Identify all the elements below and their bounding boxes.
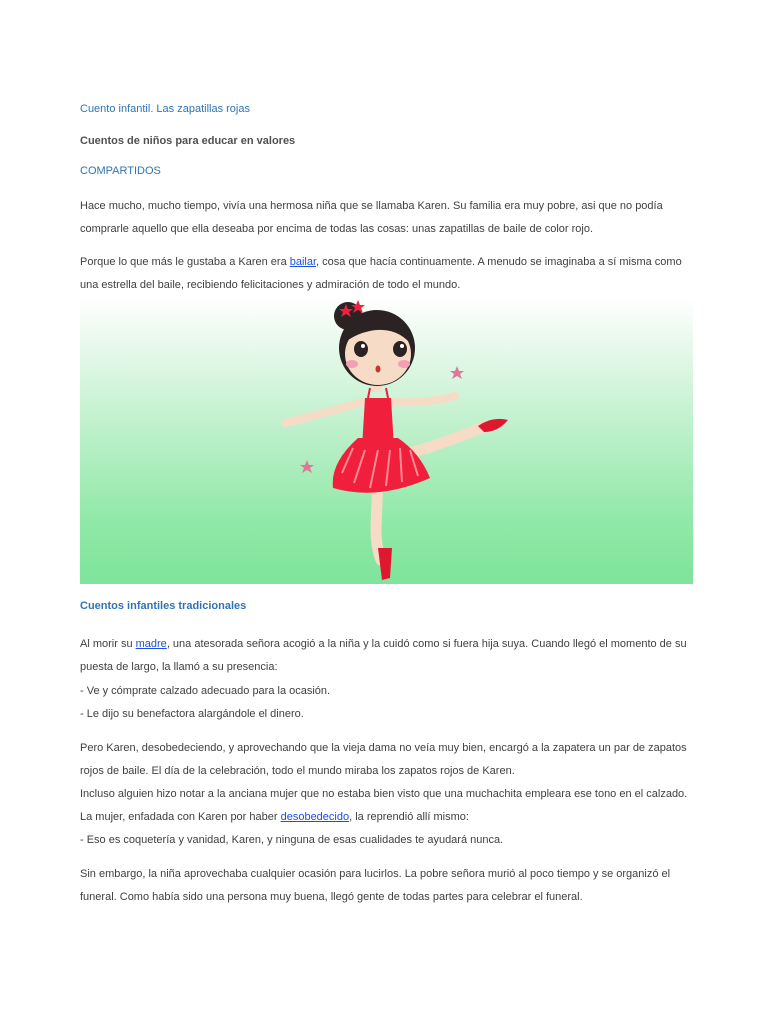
left-eye <box>354 341 368 357</box>
bailar-link[interactable]: bailar <box>289 256 317 268</box>
paragraph-4-text-b: , la reprendió allí mismo: <box>349 811 469 823</box>
paragraph-5-line-1: Sin embargo, la niña aprovechaba cualquier ocasión para lucirlos. La pobre señora murió al poco tiempo y se organizó el <box>80 868 671 880</box>
section-heading-traditional: Cuentos infantiles tradicionales <box>80 600 247 612</box>
right-arm <box>390 396 455 402</box>
paragraph-4-line-4 <box>80 811 469 823</box>
right-cheek <box>398 360 410 368</box>
paragraph-3-text-a: Al morir su <box>80 638 136 650</box>
right-eye <box>393 341 407 357</box>
paragraph-3-text-b: , una atesorada señora acogió a la niña y la cuidó como si fuera hija suya. Cuando llegó el momento de su <box>166 638 687 650</box>
paragraph-2-line-1 <box>80 256 682 268</box>
paragraph-5-line-2: funeral. Como había sido una persona muy buena, llegó gente de todas partes para celebrar el funeral. <box>80 891 583 903</box>
dress-strap-right <box>386 388 388 398</box>
paragraph-1-line-2: comprarle aquello que ella deseaba por encima de todas las cosas: unas zapatillas de baile de color rojo. <box>80 223 594 235</box>
ballerina-illustration <box>80 298 693 584</box>
madre-link[interactable]: madre <box>135 638 167 650</box>
decorative-star-right <box>450 366 464 379</box>
dress-strap-left <box>368 388 370 398</box>
mouth <box>376 366 381 373</box>
paragraph-2-text-a: Porque lo que más le gustaba a Karen era <box>80 256 290 268</box>
desobedecido-link[interactable]: desobedecido <box>280 811 350 823</box>
story-subtitle: Cuentos de niños para educar en valores <box>80 135 296 147</box>
standing-shoe <box>378 548 392 580</box>
paragraph-3-line-1 <box>80 638 687 650</box>
story-title: Cuento infantil. Las zapatillas rojas <box>80 103 250 115</box>
left-cheek <box>346 360 358 368</box>
decorative-star-left <box>300 460 314 473</box>
paragraph-4-line-1: Pero Karen, desobedeciendo, y aprovechando que la vieja dama no veía muy bien, encargó a la zapatera un par de zapatos <box>80 742 687 754</box>
paragraph-3-line-2: puesta de largo, la llamó a su presencia: <box>80 661 278 673</box>
left-arm <box>285 402 363 423</box>
paragraph-2-line-2: una estrella del baile, recibiendo felicitaciones y admiración de todo el mundo. <box>80 279 461 291</box>
ballerina-drawing <box>80 298 693 584</box>
paragraph-1-line-1: Hace mucho, mucho tiempo, vivía una hermosa niña que se llamaba Karen. Su familia era muy pobre, asi que no podía <box>80 200 663 212</box>
paragraph-3-line-4: - Le dijo su benefactora alargándole el dinero. <box>80 708 304 720</box>
paragraph-2-text-b: , cosa que hacía continuamente. A menudo se imaginaba a sí misma como <box>316 256 682 268</box>
paragraph-4-line-2: rojos de baile. El día de la celebración, todo el mundo miraba los zapatos rojos de Karen. <box>80 765 515 777</box>
category-tag: COMPARTIDOS <box>80 165 161 177</box>
left-eye-shine <box>361 344 365 348</box>
right-eye-shine <box>400 344 404 348</box>
paragraph-4-line-3: Incluso alguien hizo notar a la anciana mujer que no estaba bien visto que una muchachita empleara ese tono en el calzado. <box>80 788 688 800</box>
paragraph-4-line-5: - Eso es coquetería y vanidad, Karen, y ninguna de esas cualidades te ayudará nunca. <box>80 834 504 846</box>
paragraph-3-line-3: - Ve y cómprate calzado adecuado para la ocasión. <box>80 685 331 697</box>
raised-shoe <box>478 419 508 432</box>
paragraph-4-text-a: La mujer, enfadada con Karen por haber <box>80 811 281 823</box>
